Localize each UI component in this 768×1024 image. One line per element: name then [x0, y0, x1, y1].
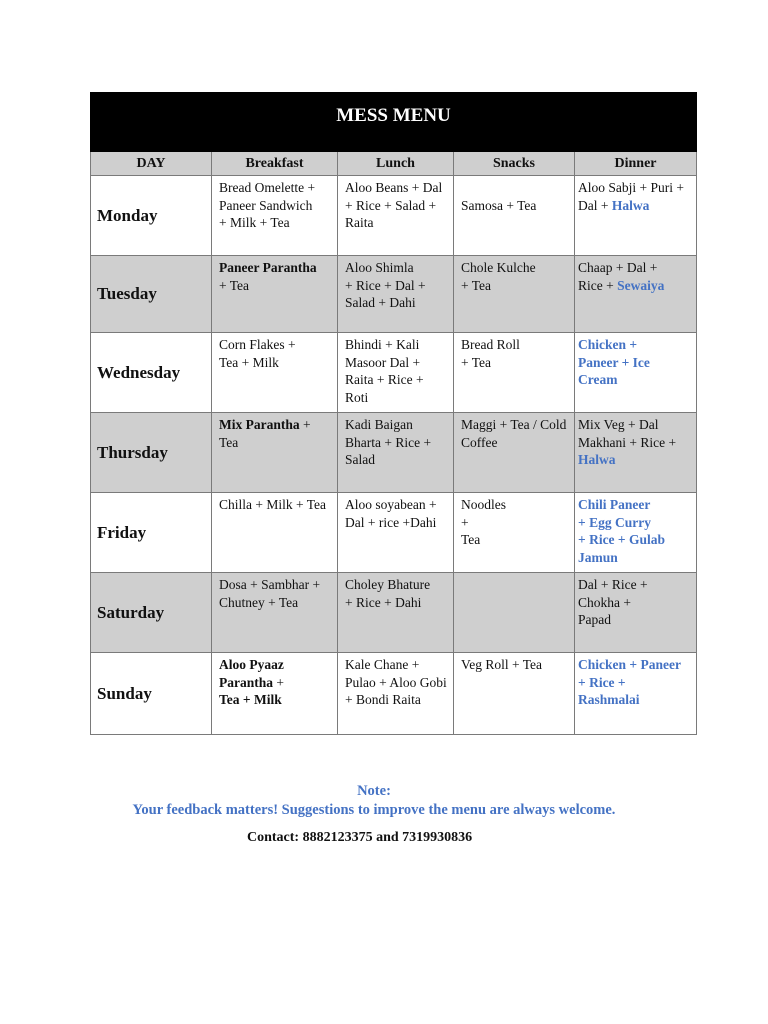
day-cell: Thursday — [91, 413, 212, 493]
menu-row — [91, 176, 697, 256]
snacks-item-text: Chole Kulche + Tea — [461, 260, 536, 293]
lunch-item-text: Choley Bhature + Rice + Dahi — [345, 577, 431, 610]
menu-row — [91, 413, 697, 493]
dinner-cell — [575, 493, 697, 573]
menu-title: MESS MENU — [91, 93, 697, 152]
lunch-item-text: Aloo Beans + Dal + Rice + Salad + Raita — [345, 180, 443, 230]
column-header-breakfast: Breakfast — [212, 152, 338, 176]
dinner-cell — [575, 333, 697, 413]
dinner-cell — [575, 176, 697, 256]
day-cell: Sunday — [91, 653, 212, 735]
dinner-item-text: Chili Paneer + Egg Curry + Rice + Gulab Jamun — [578, 497, 666, 565]
dinner-item-text: Aloo Sabji + Puri + Dal + — [578, 180, 684, 213]
dinner-cell — [575, 256, 697, 333]
dinner-item-text: Halwa — [611, 197, 650, 213]
lunch-cell — [338, 176, 454, 256]
breakfast-cell — [212, 256, 338, 333]
lunch-cell — [338, 256, 454, 333]
note-text: Your feedback matters! Suggestions to improve the menu are always welcome. — [132, 802, 616, 818]
breakfast-item-text: Paneer Parantha — [219, 260, 317, 275]
dinner-cell — [575, 413, 697, 493]
column-header-lunch: Lunch — [338, 152, 454, 176]
menu-body — [91, 176, 697, 735]
header-row — [91, 152, 697, 176]
snacks-cell — [454, 176, 575, 256]
day-cell: Wednesday — [91, 333, 212, 413]
feedback-note — [0, 782, 748, 820]
snacks-cell — [454, 573, 575, 653]
breakfast-item-text: Mix Parantha — [219, 417, 300, 432]
breakfast-item-text: Tea + Milk — [219, 692, 282, 707]
breakfast-item-text: + Tea — [219, 277, 250, 293]
snacks-item-text: Maggi + Tea / Cold Coffee — [461, 417, 567, 450]
lunch-cell — [338, 653, 454, 735]
dinner-item-text: Chaap + Dal + Rice + — [578, 260, 658, 293]
column-header-day: DAY — [91, 152, 212, 176]
snacks-cell — [454, 413, 575, 493]
breakfast-item-text: Chilla + Milk + Tea — [219, 497, 327, 512]
dinner-item-text: Dal + Rice + Chokha + Papad — [578, 577, 648, 627]
breakfast-cell — [212, 653, 338, 735]
breakfast-item-text: Aloo Pyaaz Parantha — [219, 657, 284, 690]
dinner-cell — [575, 653, 697, 735]
dinner-item-text: Halwa — [578, 452, 616, 467]
snacks-item-text: Bread Roll + Tea — [461, 337, 520, 370]
note-label: Note: — [357, 783, 391, 799]
column-header-dinner: Dinner — [575, 152, 697, 176]
column-header-snacks: Snacks — [454, 152, 575, 176]
breakfast-cell — [212, 333, 338, 413]
snacks-cell — [454, 493, 575, 573]
lunch-cell — [338, 413, 454, 493]
menu-row — [91, 493, 697, 573]
lunch-cell — [338, 573, 454, 653]
day-cell: Friday — [91, 493, 212, 573]
dinner-item-text: Chicken + Paneer + Ice Cream — [578, 337, 650, 387]
snacks-cell — [454, 653, 575, 735]
menu-row — [91, 653, 697, 735]
menu-row — [91, 333, 697, 413]
lunch-item-text: Kadi Baigan Bharta + Rice + Salad — [345, 417, 432, 467]
breakfast-cell — [212, 413, 338, 493]
breakfast-item-text: Corn Flakes + Tea + Milk — [219, 337, 296, 370]
breakfast-item-text: Dosa + Sambhar + Chutney + Tea — [219, 577, 321, 610]
dinner-item-text: Chicken + Paneer + Rice + Rashmalai — [578, 657, 681, 707]
snacks-item-text: Samosa + Tea — [461, 197, 537, 213]
lunch-cell — [338, 333, 454, 413]
lunch-cell — [338, 493, 454, 573]
lunch-item-text: Kale Chane + Pulao + Aloo Gobi + Bondi Raita — [345, 657, 447, 707]
day-cell: Monday — [91, 176, 212, 256]
lunch-item-text: Bhindi + Kali Masoor Dal + Raita + Rice + Roti — [345, 337, 424, 405]
menu-row — [91, 256, 697, 333]
snacks-cell — [454, 256, 575, 333]
breakfast-cell — [212, 573, 338, 653]
day-cell: Saturday — [91, 573, 212, 653]
contact-info: Contact: 8882123375 and 7319930836 — [247, 830, 473, 845]
breakfast-item-text: + — [276, 674, 284, 690]
breakfast-item-text: Bread Omelette + Paneer Sandwich + Milk + Tea — [219, 180, 316, 230]
breakfast-cell — [212, 176, 338, 256]
breakfast-cell — [212, 493, 338, 573]
lunch-item-text: Aloo Shimla + Rice + Dal + Salad + Dahi — [345, 260, 426, 310]
mess-menu-table — [90, 92, 697, 735]
dinner-item-text: Sewaiya — [617, 277, 665, 293]
breakfast-item-text: + Tea — [219, 417, 311, 450]
day-cell: Tuesday — [91, 256, 212, 333]
snacks-item-text: Noodles + Tea — [461, 497, 506, 547]
dinner-cell — [575, 573, 697, 653]
lunch-item-text: Aloo soyabean + Dal + rice +Dahi — [345, 497, 437, 530]
menu-row — [91, 573, 697, 653]
snacks-cell — [454, 333, 575, 413]
dinner-item-text: Mix Veg + Dal Makhani + Rice + — [578, 417, 677, 450]
snacks-item-text: Veg Roll + Tea — [461, 657, 543, 672]
